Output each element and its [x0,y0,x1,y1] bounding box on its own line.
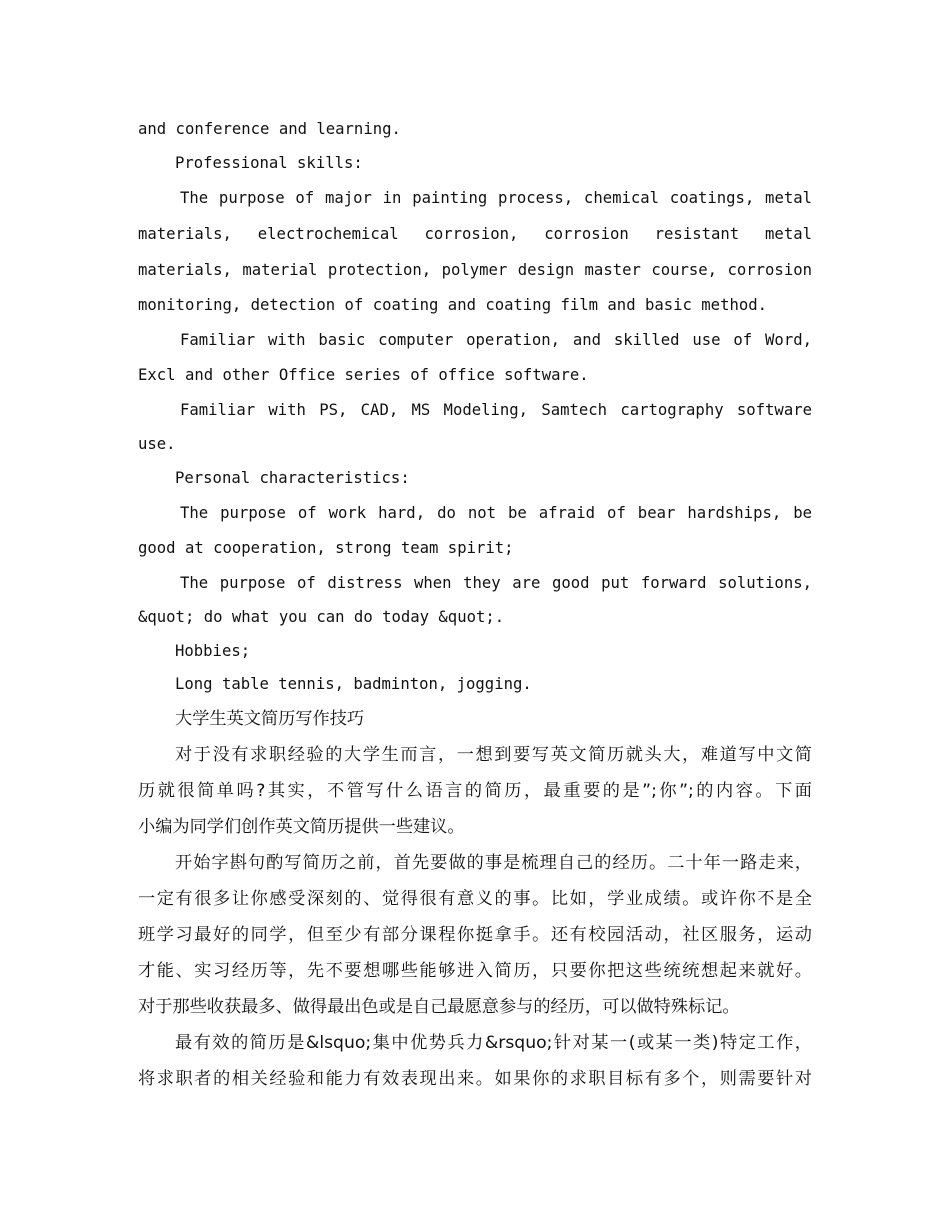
text-line: Familiar with PS, CAD, MS Modeling, Samtech cartography software [180,401,812,419]
text-line: 对于那些收获最多、做得最出色或是自己最愿意参与的经历，可以做特殊标记。 [138,997,740,1017]
section-heading: Professional skills: [175,154,363,172]
text-line: 才能、实习经历等，先不要想哪些能够进入简历，只要你把这些统统想起来就好。 [138,961,812,981]
text-line: and conference and learning. [138,120,401,138]
text-line: materials, material protection, polymer design master course, corrosion [138,261,812,279]
text-line: 将求职者的相关经验和能力有效表现出来。如果你的求职目标有多个，则需要针对 [138,1069,812,1089]
text-line: The purpose of work hard, do not be afraid of bear hardships, be [180,504,812,522]
text-line: 开始字斟句酌写简历之前，首先要做的事是梳理自己的经历。二十年一路走来， [175,853,812,873]
text-line: Familiar with basic computer operation, and skilled use of Word, [180,331,812,349]
text-line: 小编为同学们创作英文简历提供一些建议。 [138,817,465,837]
text-line: 一定有很多让你感受深刻的、觉得很有意义的事。比如，学业成绩。或许你不是全 [138,889,812,909]
text-line: The purpose of distress when they are good put forward solutions, [180,574,812,592]
text-line: use. [138,435,176,453]
text-line: 班学习最好的同学，但至少有部分课程你挺拿手。还有校园活动，社区服务，运动 [138,925,812,945]
section-heading: Personal characteristics: [175,469,410,487]
text-line: 对于没有求职经验的大学生而言，一想到要写英文简历就头大，难道写中文简 [175,745,812,765]
text-line: Excl and other Office series of office software. [138,366,589,384]
article-title: 大学生英文简历写作技巧 [175,709,365,729]
text-line: monitoring, detection of coating and coating film and basic method. [138,296,768,314]
text-line: Long table tennis, badminton, jogging. [175,675,532,693]
text-line: good at cooperation, strong team spirit; [138,539,514,557]
document-body [138,113,812,1097]
text-line: &quot; do what you can do today &quot;. [138,608,505,626]
text-line: 历就很简单吗?其实，不管写什么语言的简历，最重要的是”;你”;的内容。下面 [138,781,812,801]
text-line: The purpose of major in painting process, chemical coatings, metal [180,189,812,207]
section-heading: Hobbies; [175,642,251,660]
text-line: 最有效的简历是&lsquo;集中优势兵力&rsquo;针对某一(或某一类)特定工作， [175,1033,812,1053]
text-line: materials, electrochemical corrosion, corrosion resistant metal [138,225,812,243]
